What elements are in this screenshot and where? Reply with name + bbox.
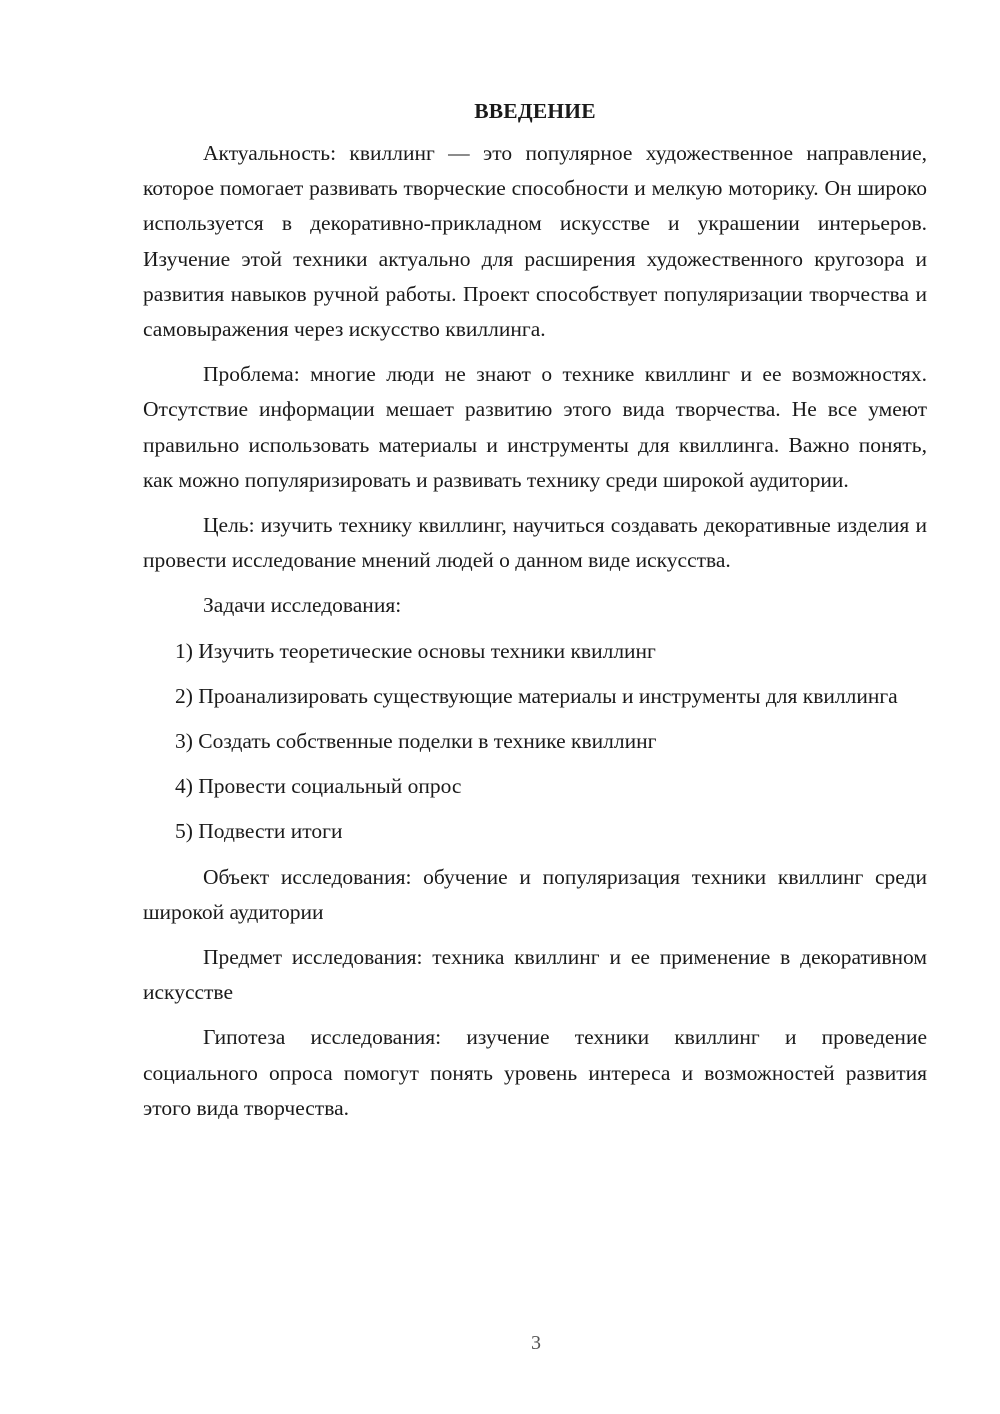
task-item-1: 1) Изучить теоретические основы техники квиллинг xyxy=(175,638,656,663)
page-number: 3 xyxy=(531,1332,541,1354)
tasks-heading: Задачи исследования: xyxy=(203,593,402,618)
task-item-3: 3) Создать собственные поделки в технике квиллинг xyxy=(175,729,657,754)
task-item-2: 2) Проанализировать существующие материалы и инструменты для квиллинга xyxy=(175,683,898,708)
task-item-4: 4) Провести социальный опрос xyxy=(175,774,462,799)
paragraph-goal: Цель: изучить технику квиллинг, научиться создавать декоративные изделия и провести исследование мнений людей о данном виде искусства. xyxy=(143,513,927,573)
task-item-5: 5) Подвести итоги xyxy=(175,819,343,844)
paragraph-problem: Проблема: многие люди не знают о технике квиллинг и ее возможностях. Отсутствие информации мешает развитию этого вида творчества. Не все умеют правильно использовать материалы и инструменты для квиллинга. Важно понять, как можно популяризировать и развивать технику среди широкой аудитории. xyxy=(143,362,927,492)
page-body xyxy=(143,96,927,1126)
section-title: ВВЕДЕНИЕ xyxy=(474,99,596,123)
paragraph-object: Объект исследования: обучение и популяризация техники квиллинг среди широкой аудитории xyxy=(143,864,927,924)
paragraph-relevance: Актуальность: квиллинг — это популярное художественное направление, которое помогает развивать творческие способности и мелкую моторику. Он широко используется в декоративно-прикладном искусстве и украшении интерьеров. Изучение этой техники актуально для расширения художественного кругозора и развития навыков ручной работы. Проект способствует популяризации творчества и самовыражения через искусство квиллинга. xyxy=(143,141,927,342)
paragraph-subject: Предмет исследования: техника квиллинг и ее применение в декоративном искусстве xyxy=(143,945,927,1005)
paragraph-hypothesis: Гипотеза исследования: изучение техники квиллинг и проведение социального опроса помогут понять уровень интереса и возможностей развития этого вида творчества. xyxy=(143,1025,927,1120)
